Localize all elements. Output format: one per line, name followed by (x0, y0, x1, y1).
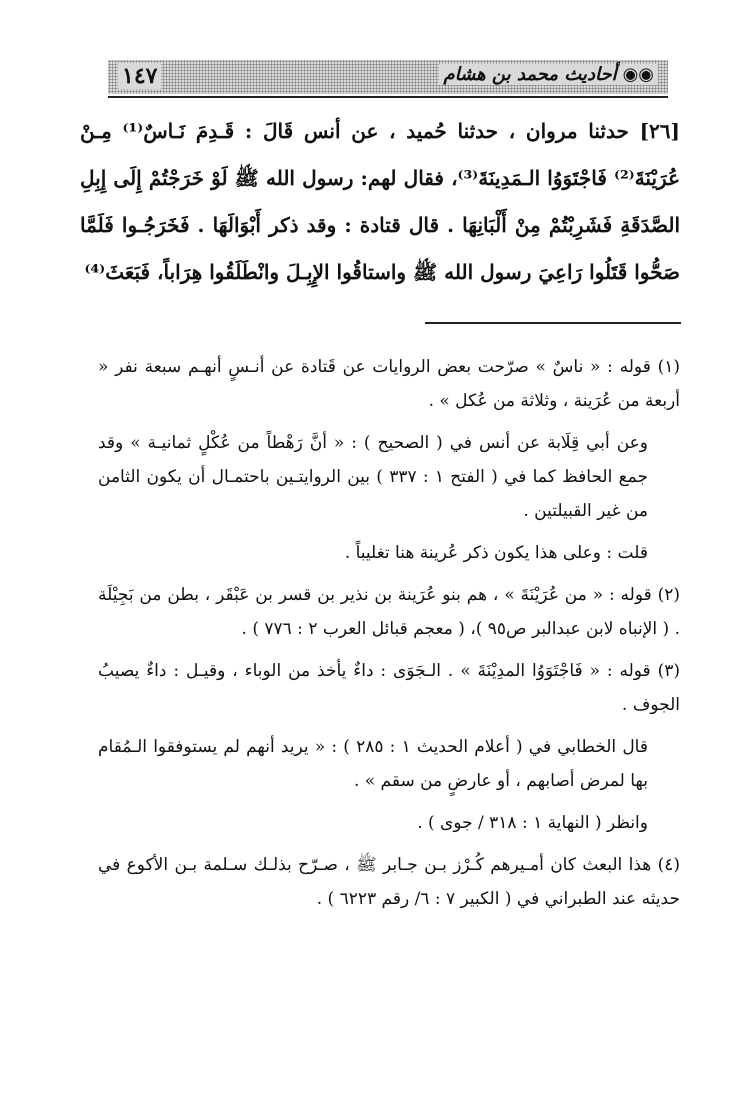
footnote-paragraph: قال الخطابي في ( أعلام الحديث ١ : ٢٨٥ ) : « يريد أنهم لم يستوفقوا الـمُقام بها لمرض أصابهم ، أو عارضٍ من سقم » . (98, 737, 648, 791)
running-title-text: أحاديث محمد بن هشام (443, 64, 617, 85)
footnotes (98, 350, 680, 916)
footnote-3 (98, 654, 680, 840)
footnote-paragraph: (٢) قوله : « من عُرَيْنَةَ » ، هم بنو عُرَينة بن نذير بن قسر بن عَبْقَر ، بطن من بَجِيْلَة . ( الإنباه لابن عبدالبر ص٩٥ )، ( معجم قبائل العرب ٢ : ٧٧٦ ) . (98, 585, 680, 639)
running-title (439, 64, 658, 85)
footnote-paragraph: وانظر ( النهاية ١ : ٣١٨ / جوى ) . (417, 813, 648, 833)
footnote-4 (98, 848, 680, 916)
footnote-paragraph: وعن أبي قِلَابة عن أنس في ( الصحيح ) : « أنَّ رَهْطاً من عُكْلٍ ثمانيـة » وقد جمع الحافظ كما في ( الفتح ١ : ٣٣٧ ) بين الروايتـين باحتمـال أن يكون الثامن من غير القبيلتين . (98, 433, 648, 521)
footnote-1 (98, 350, 680, 570)
footnote-paragraph: (١) قوله : « ناسٌ » صرّحت بعض الروايات عن قَتادة عن أنـسٍ أنهـم سبعة نفر « أربعة من عُرَينة ، وثلاثة من عُكل » . (98, 357, 680, 411)
footnote-paragraph: قلت : وعلى هذا يكون ذكر عُرينة هنا تغليباً . (344, 543, 648, 563)
page-header (108, 60, 668, 98)
footnote-2 (98, 578, 680, 646)
footnote-separator (425, 322, 681, 324)
footnote-paragraph: (٤) هذا البعث كان أمـيرهم كُـرْز بـن جـابر ﷺ ، صـرّح بذلـك سـلمة بـن الأكوع في حديثه عند الطبراني في ( الكبير ٧ : ٦/ رقم ٦٢٢٣ ) . (98, 855, 680, 909)
hadith-paragraph: [٢٦] حدثنا مروان ، حدثنا حُميد ، عن أنس قَالَ : قَـدِمَ نَـاسٌ⁽¹⁾ مِـنْ عُرَيْنَةَ⁽²⁾ فَاجْتَوَوُا الـمَدِينَةَ⁽³⁾، فقال لهم: رسول الله ﷺ لَوْ خَرَجْتُمْ إِلَى إِبِلِ الصَّدَقَةِ فَشَرِبْتُمْ مِنْ أَلْبَانِهَا . قال قتادة : وقد ذكر أَبْوَالَهَا . فَخَرَجُـوا فَلَمَّا صَحُّوا قَتَلُوا رَاعِيَ رسول الله ﷺ واستاقُوا الإِبِـلَ وانْطَلَقُوا هِرَاباً، فَبَعَثَ⁽⁴⁾ (80, 119, 680, 284)
page-number: ١٤٧ (118, 63, 161, 89)
double-circle-ornament-icon: ◉◉ (622, 64, 654, 85)
hadith-text (80, 108, 680, 296)
footnote-paragraph: (٣) قوله : « فَاجْتَوَوُا المدِيْنَةَ » . الـجَوَى : داءٌ يأخذ من الوباء ، وقيـل : داءٌ يصيبُ الجوف . (98, 661, 680, 715)
